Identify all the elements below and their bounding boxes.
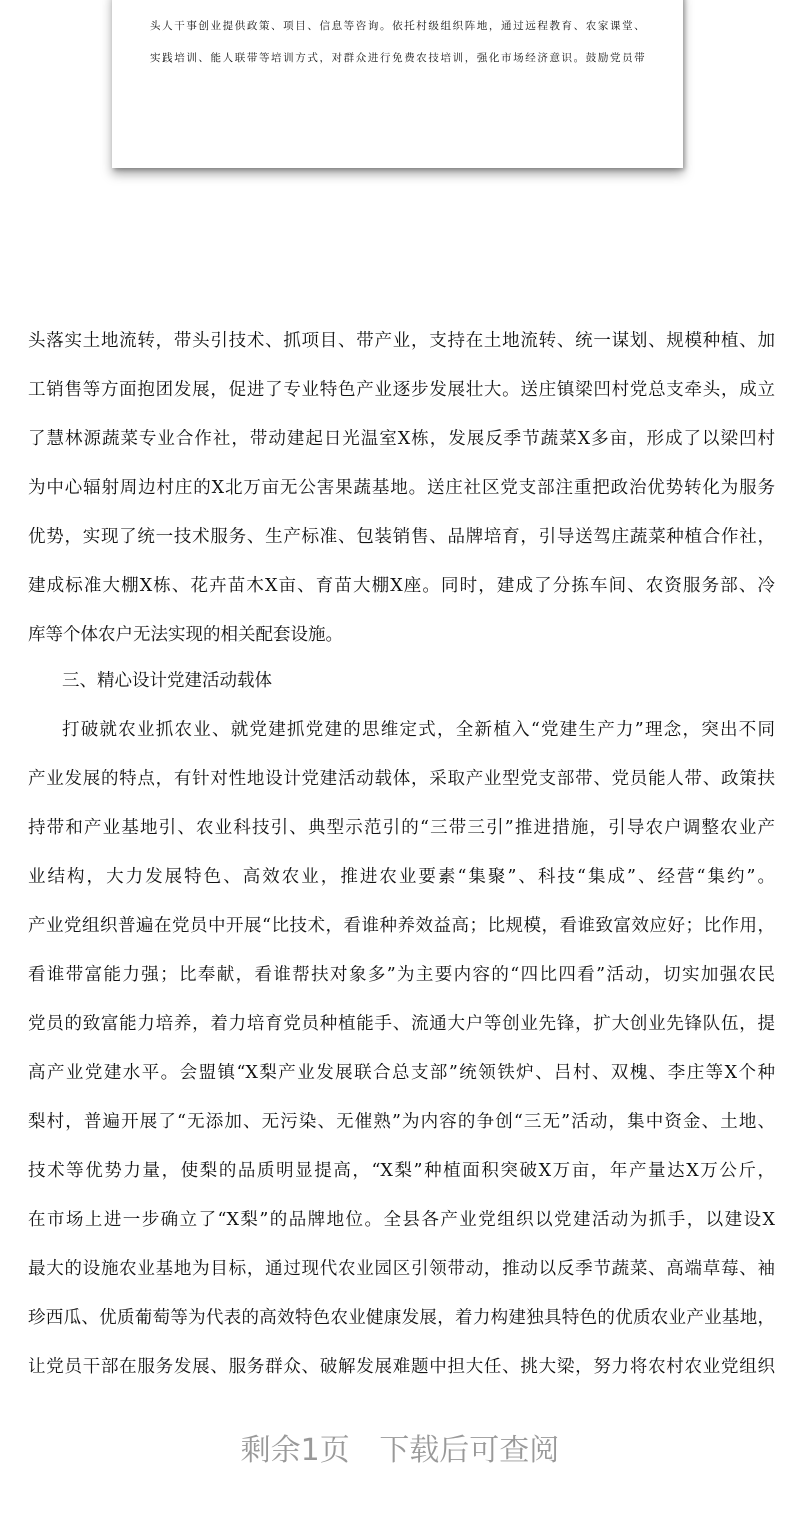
text-line: 高产业党建水平。会盟镇“X梨产业发展联合总支部”统领铁炉、吕村、双槐、李庄等X个种 (28, 1063, 775, 1083)
document-body (28, 317, 775, 1392)
text-line: 了慧林源蔬菜专业合作社，带动建起日光温室X栋，发展反季节蔬菜X多亩，形成了以梁凹村 (28, 429, 775, 449)
remaining-pages-label: 剩余1页 (240, 1433, 350, 1468)
text-line: 业结构，大力发展特色、高效农业，推进农业要素“集聚”、科技“集成”、经营“集约”。 (28, 867, 775, 887)
text-line: 头落实土地流转，带头引技术、抓项目、带产业，支持在土地流转、统一谋划、规模种植、加 (28, 331, 775, 351)
text-line: 让党员干部在服务发展、服务群众、破解发展难题中担大任、挑大梁，努力将农村农业党组织 (28, 1357, 775, 1377)
text-line: 党员的致富能力培养，着力培育党员种植能手、流通大户等创业先锋，扩大创业先锋队伍，提 (28, 1014, 775, 1034)
text-line: 打破就农业抓农业、就党建抓党建的思维定式，全新植入“党建生产力”理念，突出不同 (62, 720, 775, 740)
download-hint-label: 下载后可查阅 (379, 1433, 560, 1468)
paragraph-1 (28, 317, 775, 660)
text-line: 优势，实现了统一技术服务、生产标准、包装销售、品牌培育，引导送驾庄蔬菜种植合作社， (28, 527, 775, 547)
text-line: 为中心辐射周边村庄的X北万亩无公害果蔬基地。送庄社区党支部注重把政治优势转化为服务 (28, 478, 775, 498)
text-line: 持带和产业基地引、农业科技引、典型示范引的“三带三引”推进措施，引导农户调整农业产 (28, 818, 775, 838)
text-line: 产业发展的特点，有针对性地设计党建活动载体，采取产业型党支部带、党员能人带、政策扶 (28, 769, 775, 789)
text-line: 技术等优势力量，使梨的品质明显提高，“X梨”种植面积突破X万亩，年产量达X万公斤， (28, 1161, 775, 1181)
paragraph-2 (28, 706, 775, 1392)
text-line: 梨村，普遍开展了“无添加、无污染、无催熟”为内容的争创“三无”活动，集中资金、土地、 (28, 1112, 775, 1132)
download-prompt[interactable] (0, 1425, 800, 1469)
text-line: 珍西瓜、优质葡萄等为代表的高效特色农业健康发展，着力构建独具特色的优质农业产业基地， (28, 1308, 775, 1328)
text-line: 最大的设施农业基地为目标，通过现代农业园区引领带动，推动以反季节蔬菜、高端草莓、袖 (28, 1259, 775, 1279)
card-text-line: 实践培训、能人联带等培训方式，对群众进行免费农技培训，强化市场经济意识。鼓励党员带 (150, 52, 645, 64)
card-text-line: 头人干事创业提供政策、项目、信息等咨询。依托村级组织阵地，通过远程教育、农家课堂、 (150, 20, 645, 32)
section-heading: 三、精心设计党建活动载体 (62, 671, 272, 691)
text-line: 建成标准大棚X栋、花卉苗木X亩、育苗大棚X座。同时，建成了分拣车间、农资服务部、冷 (28, 576, 775, 596)
text-line: 产业党组织普遍在党员中开展“比技术，看谁种养效益高；比规模，看谁致富效应好；比作用， (28, 916, 775, 936)
text-line: 在市场上进一步确立了“X梨”的品牌地位。全县各产业党组织以党建活动为抓手，以建设X (28, 1210, 775, 1230)
text-line: 看谁带富能力强；比奉献，看谁帮扶对象多”为主要内容的“四比四看”活动，切实加强农民 (28, 965, 775, 985)
preview-page-card (112, 0, 683, 168)
text-line: 库等个体农户无法实现的相关配套设施。 (28, 625, 343, 645)
text-line: 工销售等方面抱团发展，促进了专业特色产业逐步发展壮大。送庄镇梁凹村党总支牵头，成立 (28, 380, 775, 400)
